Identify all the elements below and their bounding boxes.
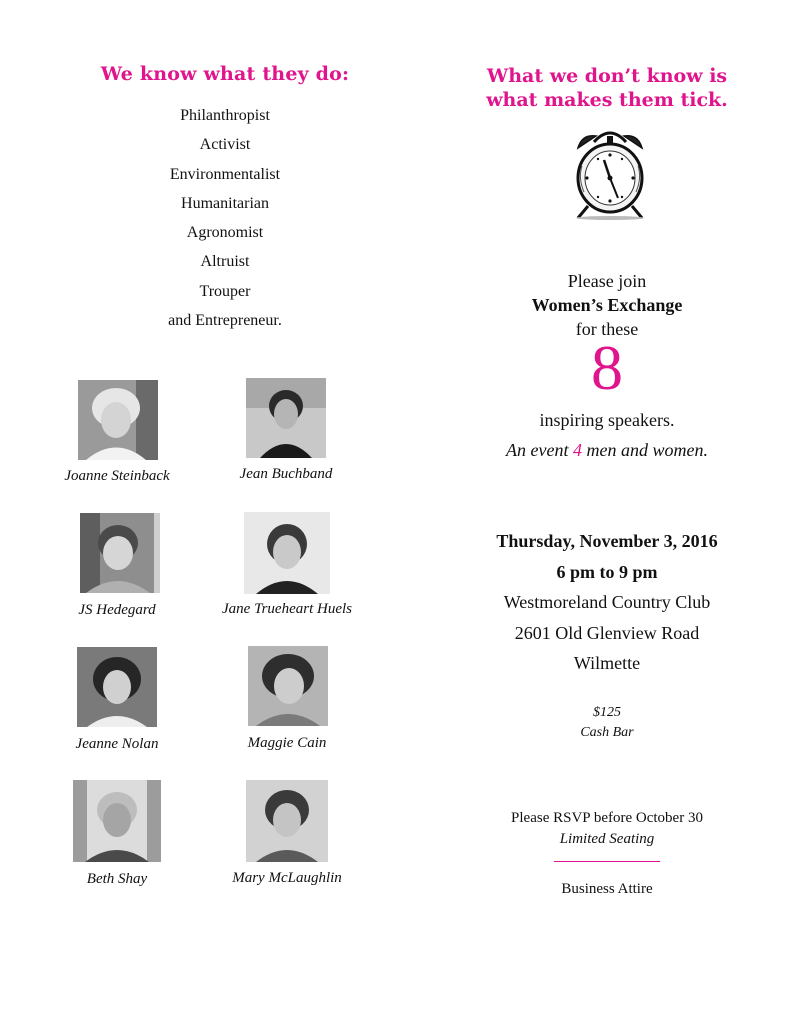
event-address: 2601 Old Glenview Road <box>514 622 700 643</box>
join-line: for these <box>575 319 639 339</box>
speaker-photo <box>246 378 326 458</box>
event-details <box>452 526 762 679</box>
rsvp-block <box>452 808 762 850</box>
join-line: Please join <box>567 271 647 291</box>
speaker-photo <box>244 512 330 594</box>
role-item: and Entrepreneur. <box>168 312 282 330</box>
speaker-name: Jeanne Nolan <box>75 736 159 752</box>
event-line-post: men and women. <box>581 440 708 460</box>
bar-info: Cash Bar <box>580 725 634 740</box>
roles-list <box>40 101 410 335</box>
role-item: Altruist <box>200 253 250 271</box>
role-item: Environmentalist <box>169 165 281 183</box>
role-item: Philanthropist <box>180 107 270 124</box>
speakers-line: inspiring speakers. <box>539 410 675 430</box>
right-heading-line: what makes them tick. <box>486 89 728 111</box>
event-date: Thursday, November 3, 2016 <box>496 531 718 551</box>
speaker-photo <box>78 380 158 460</box>
right-heading-line: What we don’t know is <box>486 65 728 87</box>
speaker-name: Jean Buchband <box>239 466 333 482</box>
event-line-number: 4 <box>572 440 582 460</box>
event-venue: Westmoreland Country Club <box>503 592 711 612</box>
speaker-name: Beth Shay <box>86 871 148 887</box>
role-item: Trouper <box>199 282 251 300</box>
dress-code: Business Attire <box>561 881 653 897</box>
speaker-name: Maggie Cain <box>247 735 327 751</box>
speaker-photo <box>248 646 328 726</box>
speaker-name: Mary McLaughlin <box>232 870 342 886</box>
divider <box>554 861 660 862</box>
speaker-photo <box>80 513 160 593</box>
event-line-pre: An event <box>506 440 573 460</box>
speaker-photo <box>77 647 157 727</box>
ticket-price: $125 <box>593 705 621 720</box>
right-heading <box>452 64 762 112</box>
role-item: Activist <box>199 136 251 154</box>
speaker-name: Jane Trueheart Huels <box>222 601 352 617</box>
left-heading: We know what they do: <box>100 63 350 85</box>
role-item: Humanitarian <box>181 194 269 212</box>
price-block <box>452 703 762 743</box>
organization-name: Women’s Exchange <box>531 295 683 315</box>
speaker-name: Joanne Steinback <box>64 468 170 484</box>
speaker-photo <box>73 780 161 862</box>
event-time: 6 pm to 9 pm <box>556 561 658 582</box>
alarm-clock-icon <box>568 126 652 222</box>
role-item: Agronomist <box>186 224 264 242</box>
speaker-photo <box>246 780 328 862</box>
event-city: Wilmette <box>573 653 641 673</box>
speaker-count: 8 <box>591 332 623 403</box>
seating-note: Limited Seating <box>559 831 655 847</box>
join-block <box>452 269 762 341</box>
rsvp-deadline: Please RSVP before October 30 <box>511 810 703 826</box>
speaker-name: JS Hedegard <box>78 602 156 618</box>
event-line <box>452 438 762 462</box>
